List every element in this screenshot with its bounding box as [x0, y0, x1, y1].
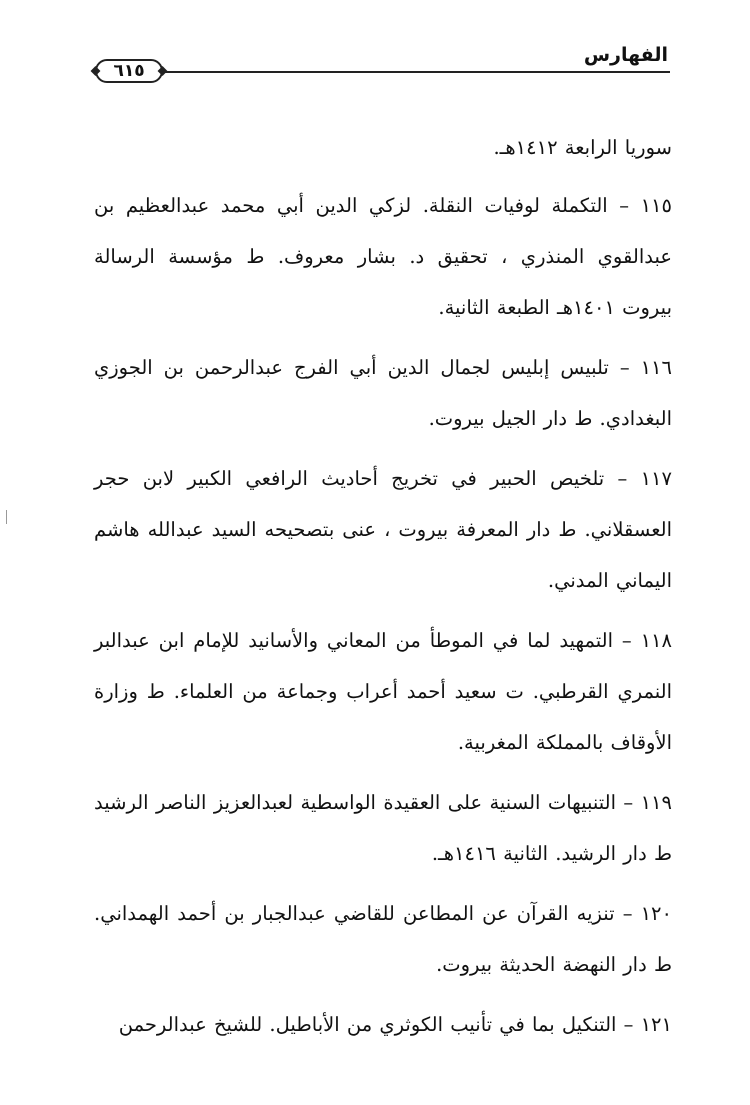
entry-119: ١١٩ – التنبيهات السنية على العقيدة الواسطية لعبدالعزيز الناصر الرشيد ط دار الرشيد. الثانية ١٤١٦هـ.: [94, 791, 672, 865]
page-number-badge: [95, 59, 163, 83]
section-title: الفهارس: [583, 44, 668, 66]
entry-120: ١٢٠ – تنزيه القرآن عن المطاعن للقاضي عبدالجبار بن أحمد الهمداني. ط دار النهضة الحديثة بيروت.: [94, 902, 672, 976]
entry-117: ١١٧ – تلخيص الحبير في تخريج أحاديث الرافعي الكبير لابن حجر العسقلاني. ط دار المعرفة بيروت ، عنى بتصحيحه السيد عبدالله هاشم اليماني المدني.: [94, 467, 672, 592]
index-entries: [94, 122, 672, 1059]
entry-121: ١٢١ – التنكيل بما في تأنيب الكوثري من الأباطيل. للشيخ عبدالرحمن: [118, 1013, 672, 1036]
header-rule: [153, 71, 670, 73]
entry-116: ١١٦ – تلبيس إبليس لجمال الدين أبي الفرج عبدالرحمن بن الجوزي البغدادي. ط دار الجيل بيروت.: [94, 356, 672, 430]
page-header: [95, 42, 670, 82]
margin-mark: [6, 510, 7, 524]
page-number: ٦١٥: [113, 61, 145, 81]
entry-115: ١١٥ – التكملة لوفيات النقلة. لزكي الدين أبي محمد عبدالعظيم بن عبدالقوي المنذري ، تحقيق د. بشار معروف. ط مؤسسة الرسالة بيروت ١٤٠١هـ الطبعة الثانية.: [94, 194, 672, 319]
entry-118: ١١٨ – التمهيد لما في الموطأ من المعاني والأسانيد للإمام ابن عبدالبر النمري القرطبي. ت سعيد أحمد أعراب وجماعة من العلماء. ط وزارة الأوقاف بالمملكة المغربية.: [94, 629, 672, 754]
entry-continuation: سوريا الرابعة ١٤١٢هـ.: [493, 136, 672, 159]
